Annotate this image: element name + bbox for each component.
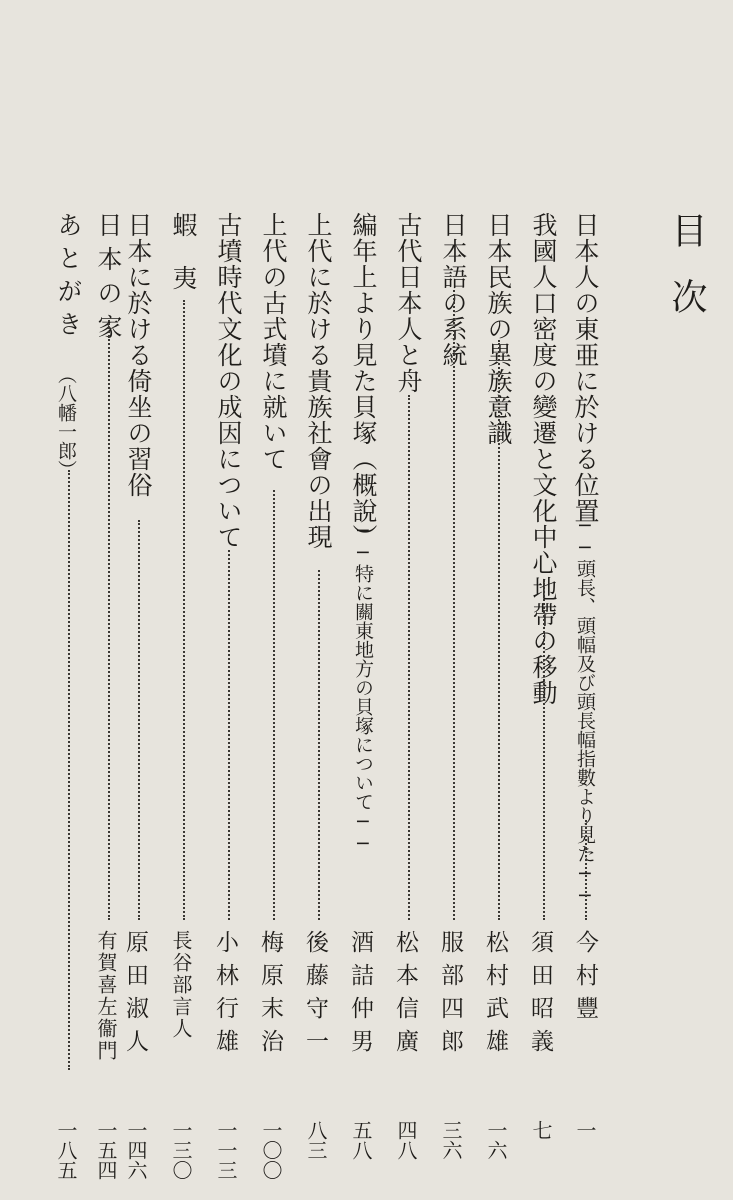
toc-entry-subtitle: ──特に關東地方の貝塚について── — [352, 520, 374, 855]
toc-entry-page: 一三〇 — [169, 1120, 193, 1180]
toc-entry-title: 我國人口密度の變遷と文化中心地帶の移動 — [529, 212, 558, 706]
toc-entry-author: 原田淑人 — [122, 930, 148, 1062]
leader-dots — [228, 550, 230, 920]
toc-entry-page: 一〇〇 — [259, 1120, 283, 1180]
page-title: 目次 — [666, 212, 707, 344]
toc-entry-author: 梅原末治 — [257, 930, 283, 1062]
leader-dots — [138, 520, 140, 920]
leader-dots — [273, 490, 275, 920]
toc-entry-title: 日本民族の異族意識 — [484, 212, 513, 446]
leader-dots — [68, 470, 70, 1070]
toc-entry-title: あとがき — [54, 212, 83, 344]
leader-dots — [108, 320, 110, 920]
leader-dots — [543, 580, 545, 920]
toc-entry-author: 松村武雄 — [482, 930, 508, 1062]
toc-entry-author: 服部四郎 — [437, 930, 463, 1062]
toc-entry-author: 小林行雄 — [212, 930, 238, 1062]
toc-entry-title: 日本人の東亜に於ける位置 — [571, 212, 600, 524]
toc-entry-title: 編年上より見た貝塚（概說） — [349, 212, 378, 550]
toc-entry-page: 五八 — [349, 1120, 373, 1160]
toc-entry-page: 四八 — [394, 1120, 418, 1160]
leader-dots — [585, 820, 587, 920]
toc-entry-author: 有賀喜左衞門 — [94, 930, 118, 1062]
toc-entry-page: 七 — [529, 1120, 553, 1140]
leader-dots — [408, 395, 410, 920]
toc-entry-title: 日本の家 — [94, 212, 123, 348]
leader-dots — [183, 300, 185, 920]
toc-entry-page: 一五四 — [94, 1120, 118, 1180]
toc-entry-author: 松本信廣 — [392, 930, 418, 1062]
toc-entry-author: 後藤守一 — [302, 930, 328, 1062]
toc-entry-title: 上代の古式墳に就いて — [259, 212, 288, 472]
toc-entry-page: 八三 — [304, 1120, 328, 1160]
toc-entry-title: 古代日本人と舟 — [394, 212, 423, 394]
toc-entry-page: 一六 — [484, 1120, 508, 1160]
toc-entry-subtitle: （八幡一郎） — [55, 365, 77, 479]
leader-dots — [318, 570, 320, 920]
toc-entry-title: 蝦夷 — [169, 212, 198, 318]
toc-entry-page: 一八五 — [54, 1120, 78, 1180]
toc-entry-page: 一 — [573, 1120, 597, 1140]
toc-entry-title: 古墳時代文化の成因について — [214, 212, 243, 550]
toc-entry-title: 上代に於ける貴族社會の出現 — [304, 212, 333, 550]
toc-entry-page: 一四六 — [124, 1120, 148, 1180]
toc-entry-author: 今村豐 — [572, 930, 598, 1029]
toc-entry-page: 三六 — [439, 1120, 463, 1160]
leader-dots — [498, 340, 500, 920]
toc-entry-author: 酒詰仲男 — [347, 930, 373, 1062]
toc-entry-page: 一一三 — [214, 1120, 238, 1180]
toc-entry-subtitle: ──頭長、頭幅及び頭長幅指數より見た── — [574, 515, 596, 907]
toc-entry-title: 日本に於ける倚坐の習俗 — [124, 212, 153, 498]
toc-entry-author: 須田昭義 — [527, 930, 553, 1062]
toc-entry-author: 長谷部言人 — [169, 930, 193, 1040]
toc-entry-title: 日本語の系統 — [439, 212, 468, 368]
leader-dots — [453, 290, 455, 920]
